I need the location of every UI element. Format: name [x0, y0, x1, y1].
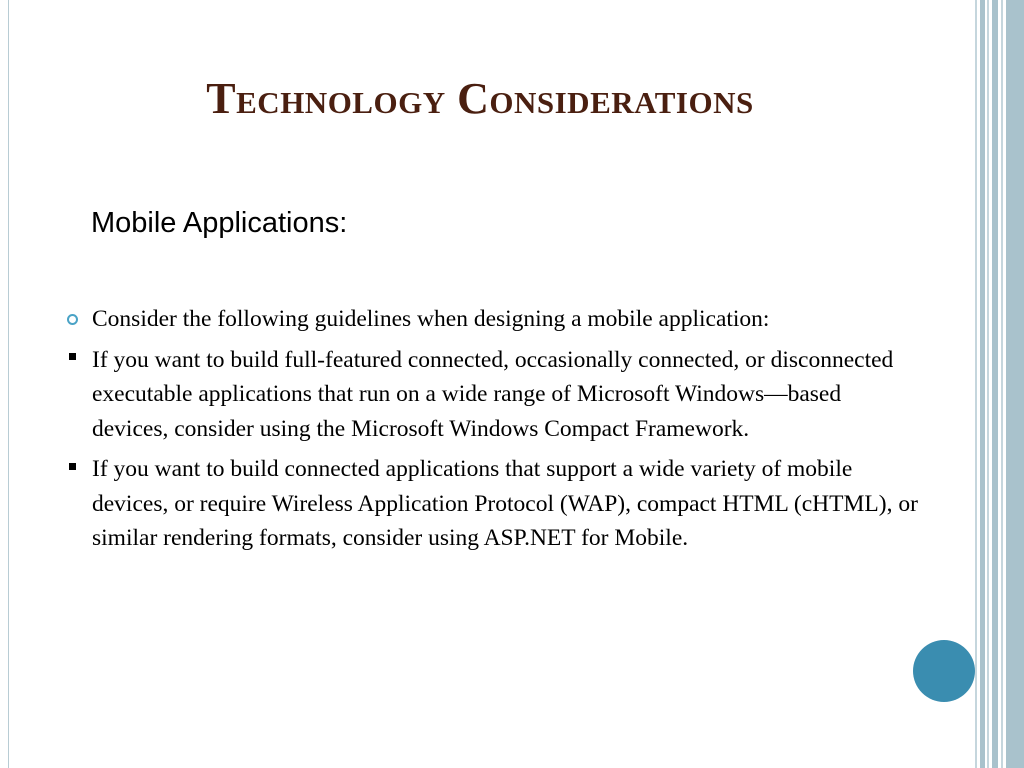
bullet-text: If you want to build connected applications that support a wide variety of mobile devices, or require Wireless Application Protocol (WAP), compact HTML (cHTML), or similar rendering formats, consider using ASP.NET for Mobile.	[92, 456, 918, 551]
decorative-circle	[913, 640, 975, 702]
square-bullet-icon	[63, 343, 81, 378]
slide-title: Technology Considerations	[206, 74, 754, 123]
right-stripe	[980, 0, 985, 768]
right-stripe	[992, 0, 998, 768]
bullet-list	[60, 302, 920, 556]
bullet-item	[60, 302, 920, 337]
slide-subheading: Mobile Applications:	[91, 207, 348, 239]
right-stripe	[987, 0, 989, 768]
right-stripe	[1001, 0, 1003, 768]
circle-bullet-icon	[63, 302, 81, 337]
right-stripe	[975, 0, 977, 768]
right-stripe	[1006, 0, 1024, 768]
bullet-item	[60, 343, 920, 447]
bullet-text: Consider the following guidelines when designing a mobile application:	[92, 306, 770, 332]
bullet-item	[60, 452, 920, 556]
square-bullet-icon	[63, 452, 81, 487]
bullet-text: If you want to build full-featured connected, occasionally connected, or disconnected executable applications that run on a wide range of Microsoft Windows—based devices, consider using the Microsoft Windows Compact Framework.	[92, 346, 894, 442]
